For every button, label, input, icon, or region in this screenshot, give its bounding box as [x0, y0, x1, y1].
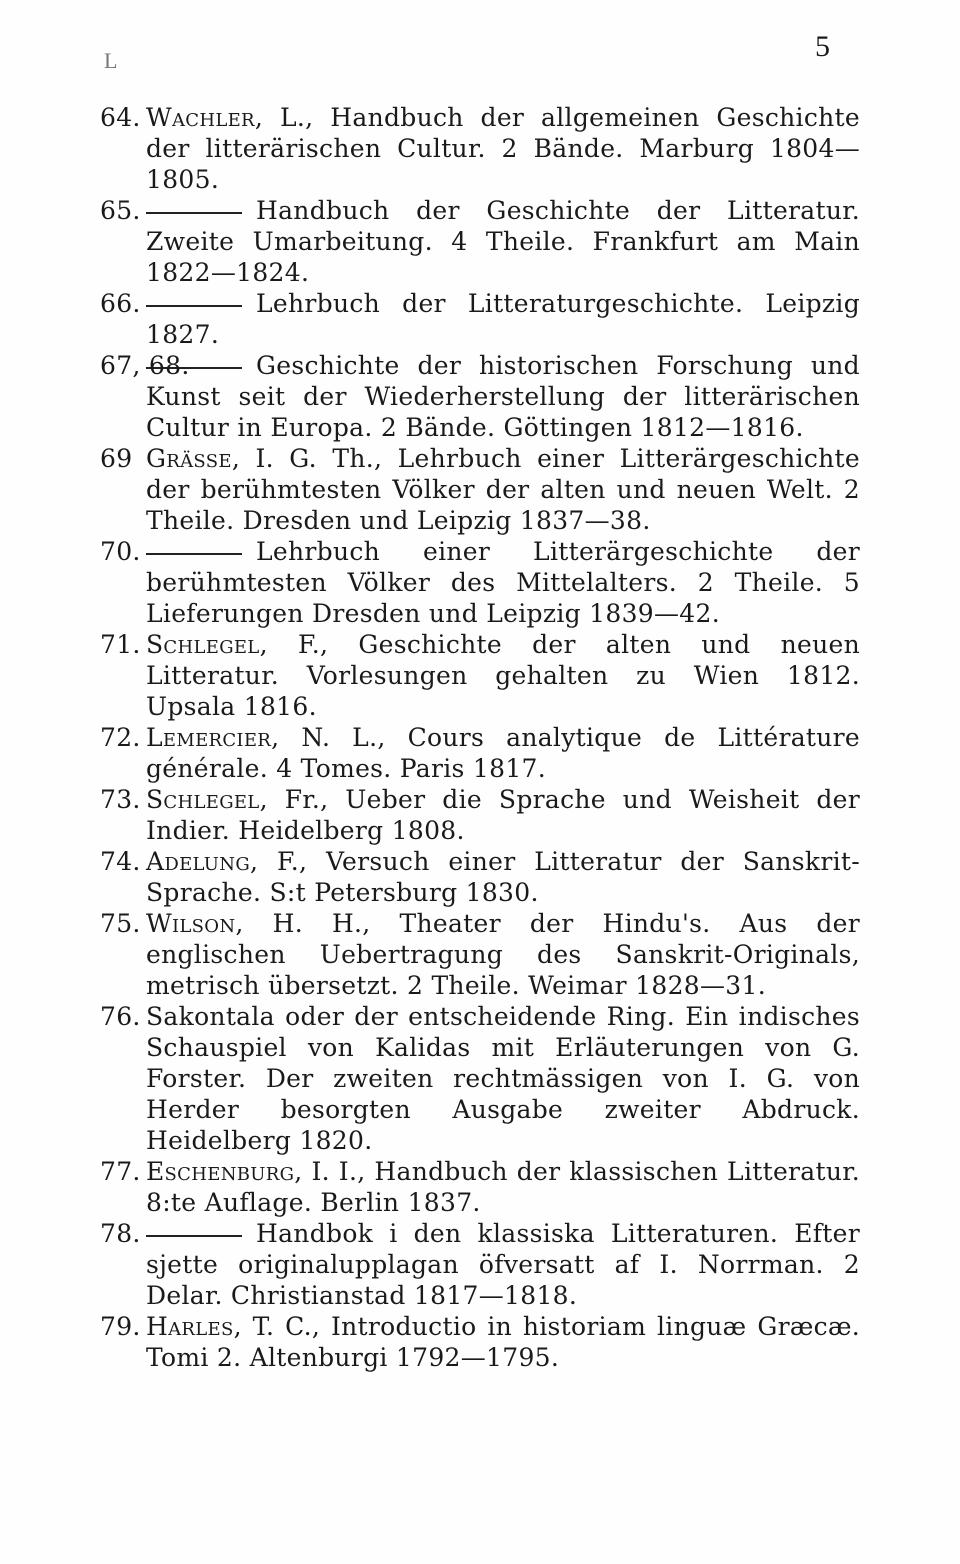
entry-number: 66. — [100, 289, 141, 318]
bibliography-list — [100, 102, 860, 1373]
entry-text: , F., Geschichte der alten und neuen Litteratur. Vorlesungen gehalten zu Wien 1812. Upsala 1816. — [146, 630, 860, 721]
entry-number: 75. — [100, 909, 141, 938]
entry-number: 79. — [100, 1312, 141, 1341]
entry-text: , I. G. Th., Lehrbuch einer Litterärgeschichte der berühmtesten Völker der alten und neuen Welt. 2 Theile. Dresden und Leipzig 1837—38. — [146, 444, 860, 535]
ditto-rule — [146, 212, 242, 214]
entry-text: , H. H., Theater der Hindu's. Aus der englischen Uebertragung des Sanskrit-Originals, metrisch übersetzt. 2 Theile. Weimar 1828—31. — [146, 909, 860, 1000]
entry-text: Lehrbuch einer Litterärgeschichte der berühmtesten Völker des Mittelalters. 2 Theile. 5 Lieferungen Dresden und Leipzig 1839—42. — [146, 537, 860, 628]
entry-number: 72. — [100, 723, 141, 752]
entry-number: 64. — [100, 103, 141, 132]
entry-number: 70. — [100, 537, 141, 566]
bibliography-entry — [100, 1001, 860, 1156]
entry-author: Schlegel — [146, 630, 260, 659]
entry-text: , L., Handbuch der allgemeinen Geschichte der litterärischen Cultur. 2 Bände. Marburg 1804—1805. — [146, 103, 860, 194]
entry-number: 71. — [100, 630, 141, 659]
entry-author: Eschenburg — [146, 1157, 295, 1186]
entry-author: Schlegel — [146, 785, 260, 814]
bibliography-entry — [100, 1218, 860, 1311]
bibliography-entry — [100, 629, 860, 722]
entry-text: Handbuch der Geschichte der Litteratur. Zweite Umarbeitung. 4 Theile. Frankfurt am Main 1822—1824. — [146, 196, 860, 287]
page-number: 5 — [815, 30, 830, 63]
entry-text: , F., Versuch einer Litteratur der Sanskrit-Sprache. S:t Petersburg 1830. — [146, 847, 860, 907]
entry-author: Harles — [146, 1312, 234, 1341]
entry-author: Lemercier — [146, 723, 272, 752]
entry-text: , Fr., Ueber die Sprache und Weisheit der Indier. Heidelberg 1808. — [146, 785, 860, 845]
ditto-rule — [146, 1235, 242, 1237]
bibliography-entry — [100, 1311, 860, 1373]
entry-text: Sakontala oder der entscheidende Ring. Ein indisches Schauspiel von Kalidas mit Erläuterungen von G. Forster. Der zweiten rechtmässigen von I. G. von Herder besorgten Ausgabe zweiter Abdruck. Heidelberg 1820. — [146, 1002, 860, 1155]
bibliography-entry — [100, 350, 860, 443]
bibliography-entry — [100, 722, 860, 784]
entry-number: 77. — [100, 1157, 141, 1186]
bibliography-entry — [100, 443, 860, 536]
entry-number: 65. — [100, 196, 141, 225]
bibliography-entry — [100, 288, 860, 350]
bibliography-entry — [100, 846, 860, 908]
entry-number: 73. — [100, 785, 141, 814]
entry-author: Grässe — [146, 444, 232, 473]
entry-text: , N. L., Cours analytique de Littérature générale. 4 Tomes. Paris 1817. — [146, 723, 860, 783]
entry-author: Wilson — [146, 909, 236, 938]
bibliography-entry — [100, 195, 860, 288]
entry-author: Adelung — [146, 847, 250, 876]
bibliography-entry — [100, 102, 860, 195]
entry-number: 76. — [100, 1002, 141, 1031]
entry-author: Wachler — [146, 103, 255, 132]
entry-text: Geschichte der historischen Forschung und Kunst seit der Wiederherstellung der litterärischen Cultur in Europa. 2 Bände. Göttingen 1812—1816. — [146, 351, 860, 442]
bibliography-entry — [100, 784, 860, 846]
entry-text: Lehrbuch der Litteraturgeschichte. Leipzig 1827. — [146, 289, 860, 349]
bibliography-entry — [100, 908, 860, 1001]
ditto-rule — [146, 553, 242, 555]
entry-number: 78. — [100, 1219, 141, 1248]
bibliography-entry — [100, 536, 860, 629]
entry-text: , I. I., Handbuch der klassischen Litteratur. 8:te Auflage. Berlin 1837. — [146, 1157, 860, 1217]
entry-text: , T. C., Introductio in historiam linguæ Græcæ. Tomi 2. Altenburgi 1792—1795. — [146, 1312, 860, 1372]
entry-number: 74. — [100, 847, 141, 876]
entry-text: Handbok i den klassiska Litteraturen. Efter sjette originalupplagan öfversatt af I. Norrman. 2 Delar. Christianstad 1817—1818. — [146, 1219, 860, 1310]
margin-mark: L — [104, 48, 118, 73]
entry-number: 67, 68. — [100, 351, 190, 380]
ditto-rule — [146, 305, 242, 307]
bibliography-entry — [100, 1156, 860, 1218]
entry-number: 69 — [100, 444, 133, 473]
